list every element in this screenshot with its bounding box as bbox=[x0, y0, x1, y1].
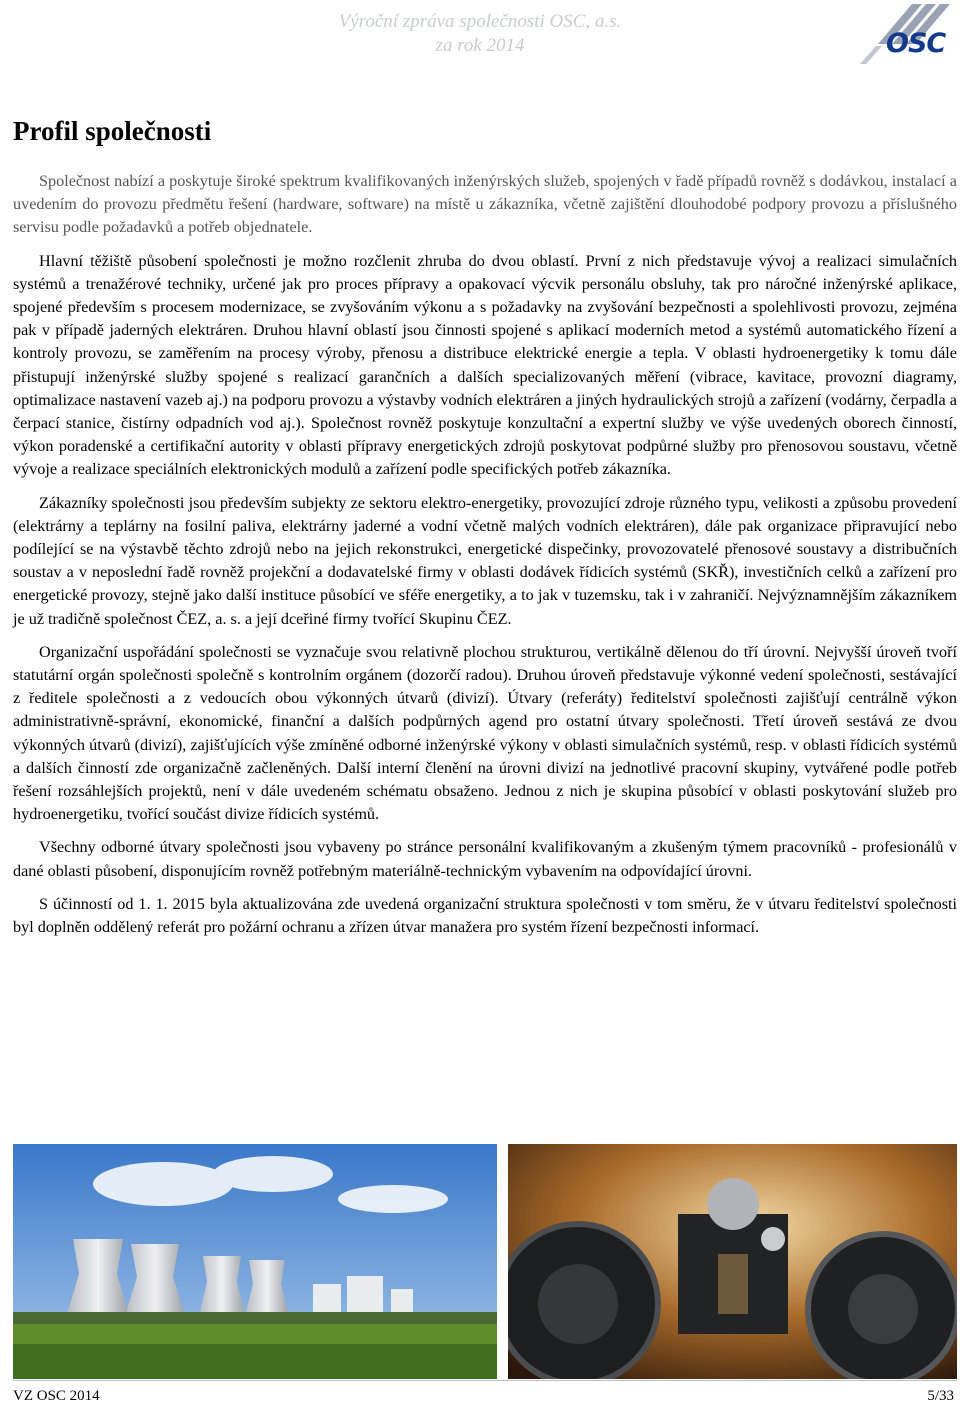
footer-page-number: 5/33 bbox=[927, 1388, 954, 1404]
machinery-photo bbox=[508, 1144, 957, 1379]
page-heading: Profil společnosti bbox=[13, 116, 212, 146]
report-header-title bbox=[300, 10, 660, 58]
paragraph-organization: Organizační uspořádání společnosti se vyznačuje svou relativně plochou strukturou, vertikálně dělenou do tří úrovní. Nejvyšší úroveň tvoří statutární orgán společnosti společně s kontrolním orgánem (dozorčí radou). Druhou úroveň představuje výkonné vedení společnosti, sestávající z ředitele společnosti a z vedoucích obou výkonných útvarů (divizí). Útvary (referáty) ředitelství společnosti zajišťují centrálně výkon administrativně-správní, ekonomické, finanční a dalších podpůrných agend pro ostatní útvary společnosti. Třetí úroveň sestává ze dvou výkonných útvarů (divizí), zajišťujících výše zmíněné odborné inženýrské výkony v oblasti simulačních systémů, resp. v oblasti řídicích systémů a dalších činností zde organizačně začleněných. Další interní členění na úrovni divizí na jednotlivé pracovní skupiny, vytvářené podle potřeb řešení rozsáhlejších projektů, není v dále uvedeném schématu obsaženo. Jednou z nich je skupina působící v oblasti poskytování služeb pro hydroenergetiku, tvořící součást divize řídicích systémů. bbox=[13, 642, 957, 824]
report-header-line2: za rok 2014 bbox=[435, 35, 525, 56]
paragraph-intro: Společnost nabízí a poskytuje široké spektrum kvalifikovaných inženýrských služeb, spojených v řadě případů rovněž s dodávkou, instalací a uvedením do provozu předmětu řešení (hardware, software) na místě u zákazníka, včetně zajištění dlouhodobé podpory provozu a příslušného servisu podle požadavků a potřeb objednatele. bbox=[13, 172, 957, 237]
osc-logo-text: OSC bbox=[886, 28, 946, 59]
footer-divider bbox=[13, 1380, 957, 1381]
report-header-line1: Výroční zpráva společnosti OSC, a.s. bbox=[338, 11, 622, 32]
power-plant-photo bbox=[13, 1144, 497, 1379]
body-text bbox=[13, 170, 957, 949]
footer-document-name: VZ OSC 2014 bbox=[13, 1388, 100, 1404]
paragraph-staff: Všechny odborné útvary společnosti jsou vybaveny po stránce personální kvalifikovaným a zkušeným týmem pracovníků - profesionálů v dané oblasti působení, disponujícím rovněž potřebným materiálně-technickým vybavením na odpovídající úrovni. bbox=[13, 838, 957, 880]
paragraph-customers: Zákazníky společnosti jsou především subjekty ze sektoru elektro-energetiky, provozující zdroje různého typu, velikosti a způsobu provedení (elektrárny a teplárny na fosilní paliva, elektrárny jaderné a vodní včetně malých vodních elektráren), dále pak organizace připravující nebo podílející se na výstavbě těchto zdrojů nebo na jejich rekonstrukci, energetické dispečinky, provozovatelé přenosové soustavy a distribučních soustav a v neposlední řadě rovněž projekční a dodavatelské firmy v oblasti dodávek řídicích systémů (SKŘ), investičních celků a zařízení pro energetické provozy, stejně jako další instituce působící ve sféře energetiky, a to jak v tuzemsku, tak i v zahraničí. Nejvýznamnějším zákazníkem je už tradičně společnost ČEZ, a. s. a její dceřiné firmy tvořící Skupinu ČEZ. bbox=[13, 493, 957, 628]
osc-logo bbox=[852, 2, 956, 68]
paragraph-focus-areas: Hlavní těžiště působení společnosti je možno rozčlenit zhruba do dvou oblastí. První z nich představuje vývoj a realizaci simulačních systémů a trenažérové techniky, určené jak pro proces přípravy a opakovací výcvik personálu obsluhy, tak pro náročné inženýrské aplikace, spojené především s procesem modernizace, se zvyšováním výkonu a s požadavky na zvyšování bezpečnosti a spolehlivosti provozu, zejména pak v případě jaderných elektráren. Druhou hlavní oblastí jsou činnosti spojené s aplikací moderních metod a systémů automatického řízení a kontroly provozu, se zaměřením na procesy výroby, přenosu a distribuce elektrické energie a tepla. V oblasti hydroenergetiky k tomu dále přistupují inženýrské služby spojené s realizací garančních a dalších specializovaných měření (vibrace, kavitace, provozní diagramy, optimalizace nastavení vazeb aj.) na podporu provozu a výstavby vodních elektráren a jiných hydraulických strojů a zařízení (vodárny, čerpadla a čerpací stanice, čistírny odpadních vod aj.). Společnost rovněž poskytuje konzultační a expertní služby ve výše uvedených oborech činností, výkon poradenské a certifikační autority v oblasti přípravy energetických zdrojů poskytovat podpůrné služby pro přenosovou soustavu, včetně vývoje a realizace speciálních elektronických modulů a zařízení podle specifických potřeb zákazníka. bbox=[13, 251, 957, 479]
paragraph-structure-update: S účinností od 1. 1. 2015 byla aktualizována zde uvedená organizační struktura společnosti v tom směru, že v útvaru ředitelství společnosti byl doplněn oddělený referát pro požární ochranu a zřízen útvar manažera pro systém řízení bezpečnosti informací. bbox=[13, 894, 957, 937]
